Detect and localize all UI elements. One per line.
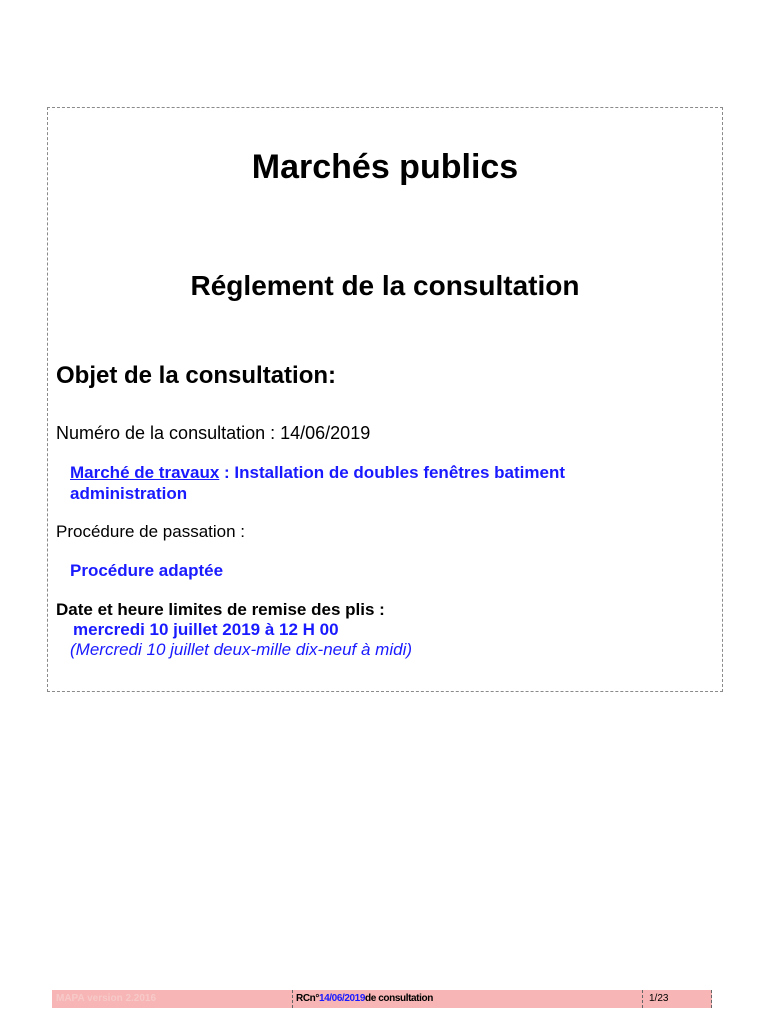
page-title: Marchés publics (251, 148, 519, 186)
consultation-number: Numéro de la consultation : 14/06/2019 (56, 423, 371, 443)
page-footer (52, 990, 712, 1008)
deadline-in-words: (Mercredi 10 juillet deux-mille dix-neuf à midi) (70, 640, 413, 659)
footer-ref-prefix: RCn° (296, 993, 319, 1004)
footer-version: MAPA version 2.2016 (56, 993, 157, 1004)
marche-description (70, 462, 630, 504)
deadline-heading: Date et heure limites de remise des plis : (56, 600, 385, 619)
section-heading: Objet de la consultation: (56, 362, 337, 389)
marche-desc-text: : Installation de doubles fenêtres batiment administration (70, 463, 566, 503)
marche-link[interactable]: Marché de travaux (70, 463, 220, 482)
page-subtitle: Réglement de la consultation (190, 270, 580, 301)
footer-reference (292, 990, 433, 1008)
deadline-value: mercredi 10 juillet 2019 à 12 H 00 (73, 620, 339, 639)
footer-ref-suffix: de consultation (365, 993, 433, 1004)
procedure-value: Procédure adaptée (70, 561, 224, 580)
footer-ref-number: 14/06/2019 (318, 993, 366, 1004)
footer-divider (711, 990, 712, 1008)
procedure-label: Procédure de passation : (56, 522, 246, 541)
footer-page-number: 1/23 (642, 990, 713, 1008)
